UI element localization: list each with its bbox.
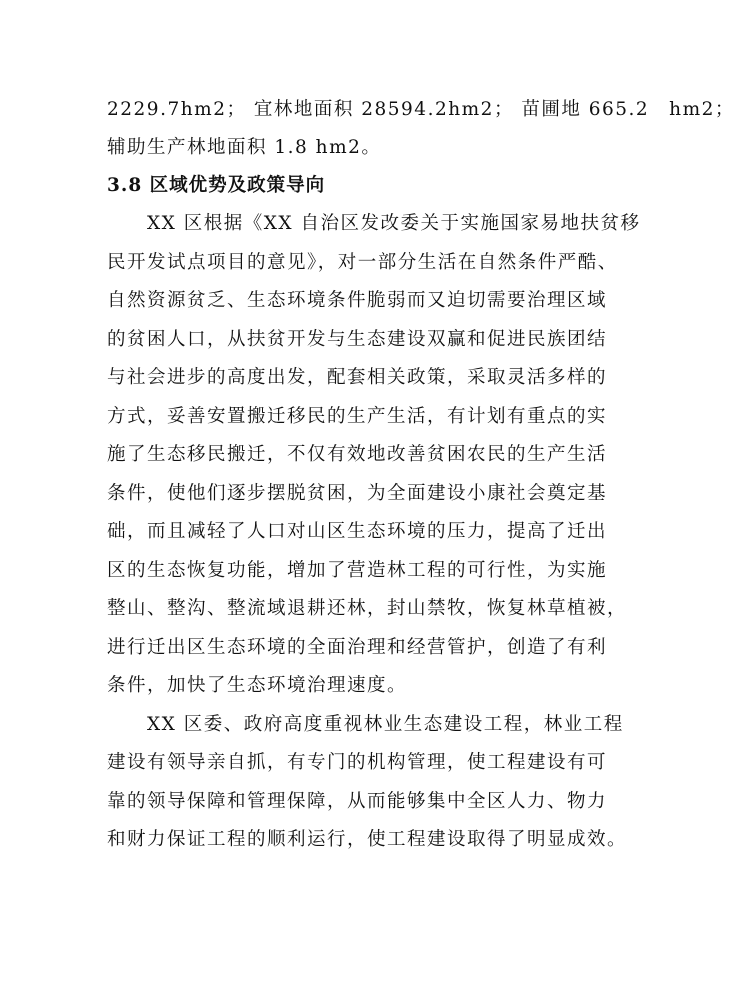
text-line: 2229.7hm2； 宜林地面积 28594.2hm2； 苗圃地 665.2 hm2； — [107, 99, 735, 120]
text-line: 民开发试点项目的意见》，对一部分生活在自然条件严酷、 — [107, 252, 618, 273]
text-line: XX 区根据《XX 自治区发改委关于实施国家易地扶贫移 — [107, 213, 641, 234]
text-line: 施了生态移民搬迁，不仅有效地改善贫困农民的生产生活 — [107, 444, 608, 465]
text-line: 方式，妥善安置搬迁移民的生产生活，有计划有重点的实 — [107, 406, 608, 427]
section-heading: 3.8 区域优势及政策导向 — [107, 175, 326, 196]
text-line: 自然资源贫乏、生态环境条件脆弱而又迫切需要治理区域 — [107, 290, 608, 311]
text-line: XX 区委、政府高度重视林业生态建设工程，林业工程 — [107, 714, 624, 735]
text-line: 靠的领导保障和管理保障，从而能够集中全区人力、物力 — [107, 791, 608, 812]
text-line: 条件，使他们逐步摆脱贫困，为全面建设小康社会奠定基 — [107, 483, 608, 504]
text-line: 建设有领导亲自抓，有专门的机构管理，使工程建设有可 — [107, 752, 608, 773]
text-line: 和财力保证工程的顺利运行，使工程建设取得了明显成效。 — [107, 829, 628, 850]
text-line: 辅助生产林地面积 1.8 hm2。 — [107, 137, 382, 158]
text-line: 的贫困人口，从扶贫开发与生态建设双赢和促进民族团结 — [107, 329, 608, 350]
text-line: 整山、整沟、整流域退耕还林，封山禁牧，恢复林草植被， — [107, 598, 628, 619]
text-line: 条件，加快了生态环境治理速度。 — [107, 675, 408, 696]
text-line: 础，而且减轻了人口对山区生态环境的压力，提高了迁出 — [107, 521, 608, 542]
text-line: 与社会进步的高度出发，配套相关政策，采取灵活多样的 — [107, 367, 608, 388]
text-line: 进行迁出区生态环境的全面治理和经营管护，创造了有利 — [107, 637, 608, 658]
text-line: 区的生态恢复功能，增加了营造林工程的可行性，为实施 — [107, 560, 608, 581]
